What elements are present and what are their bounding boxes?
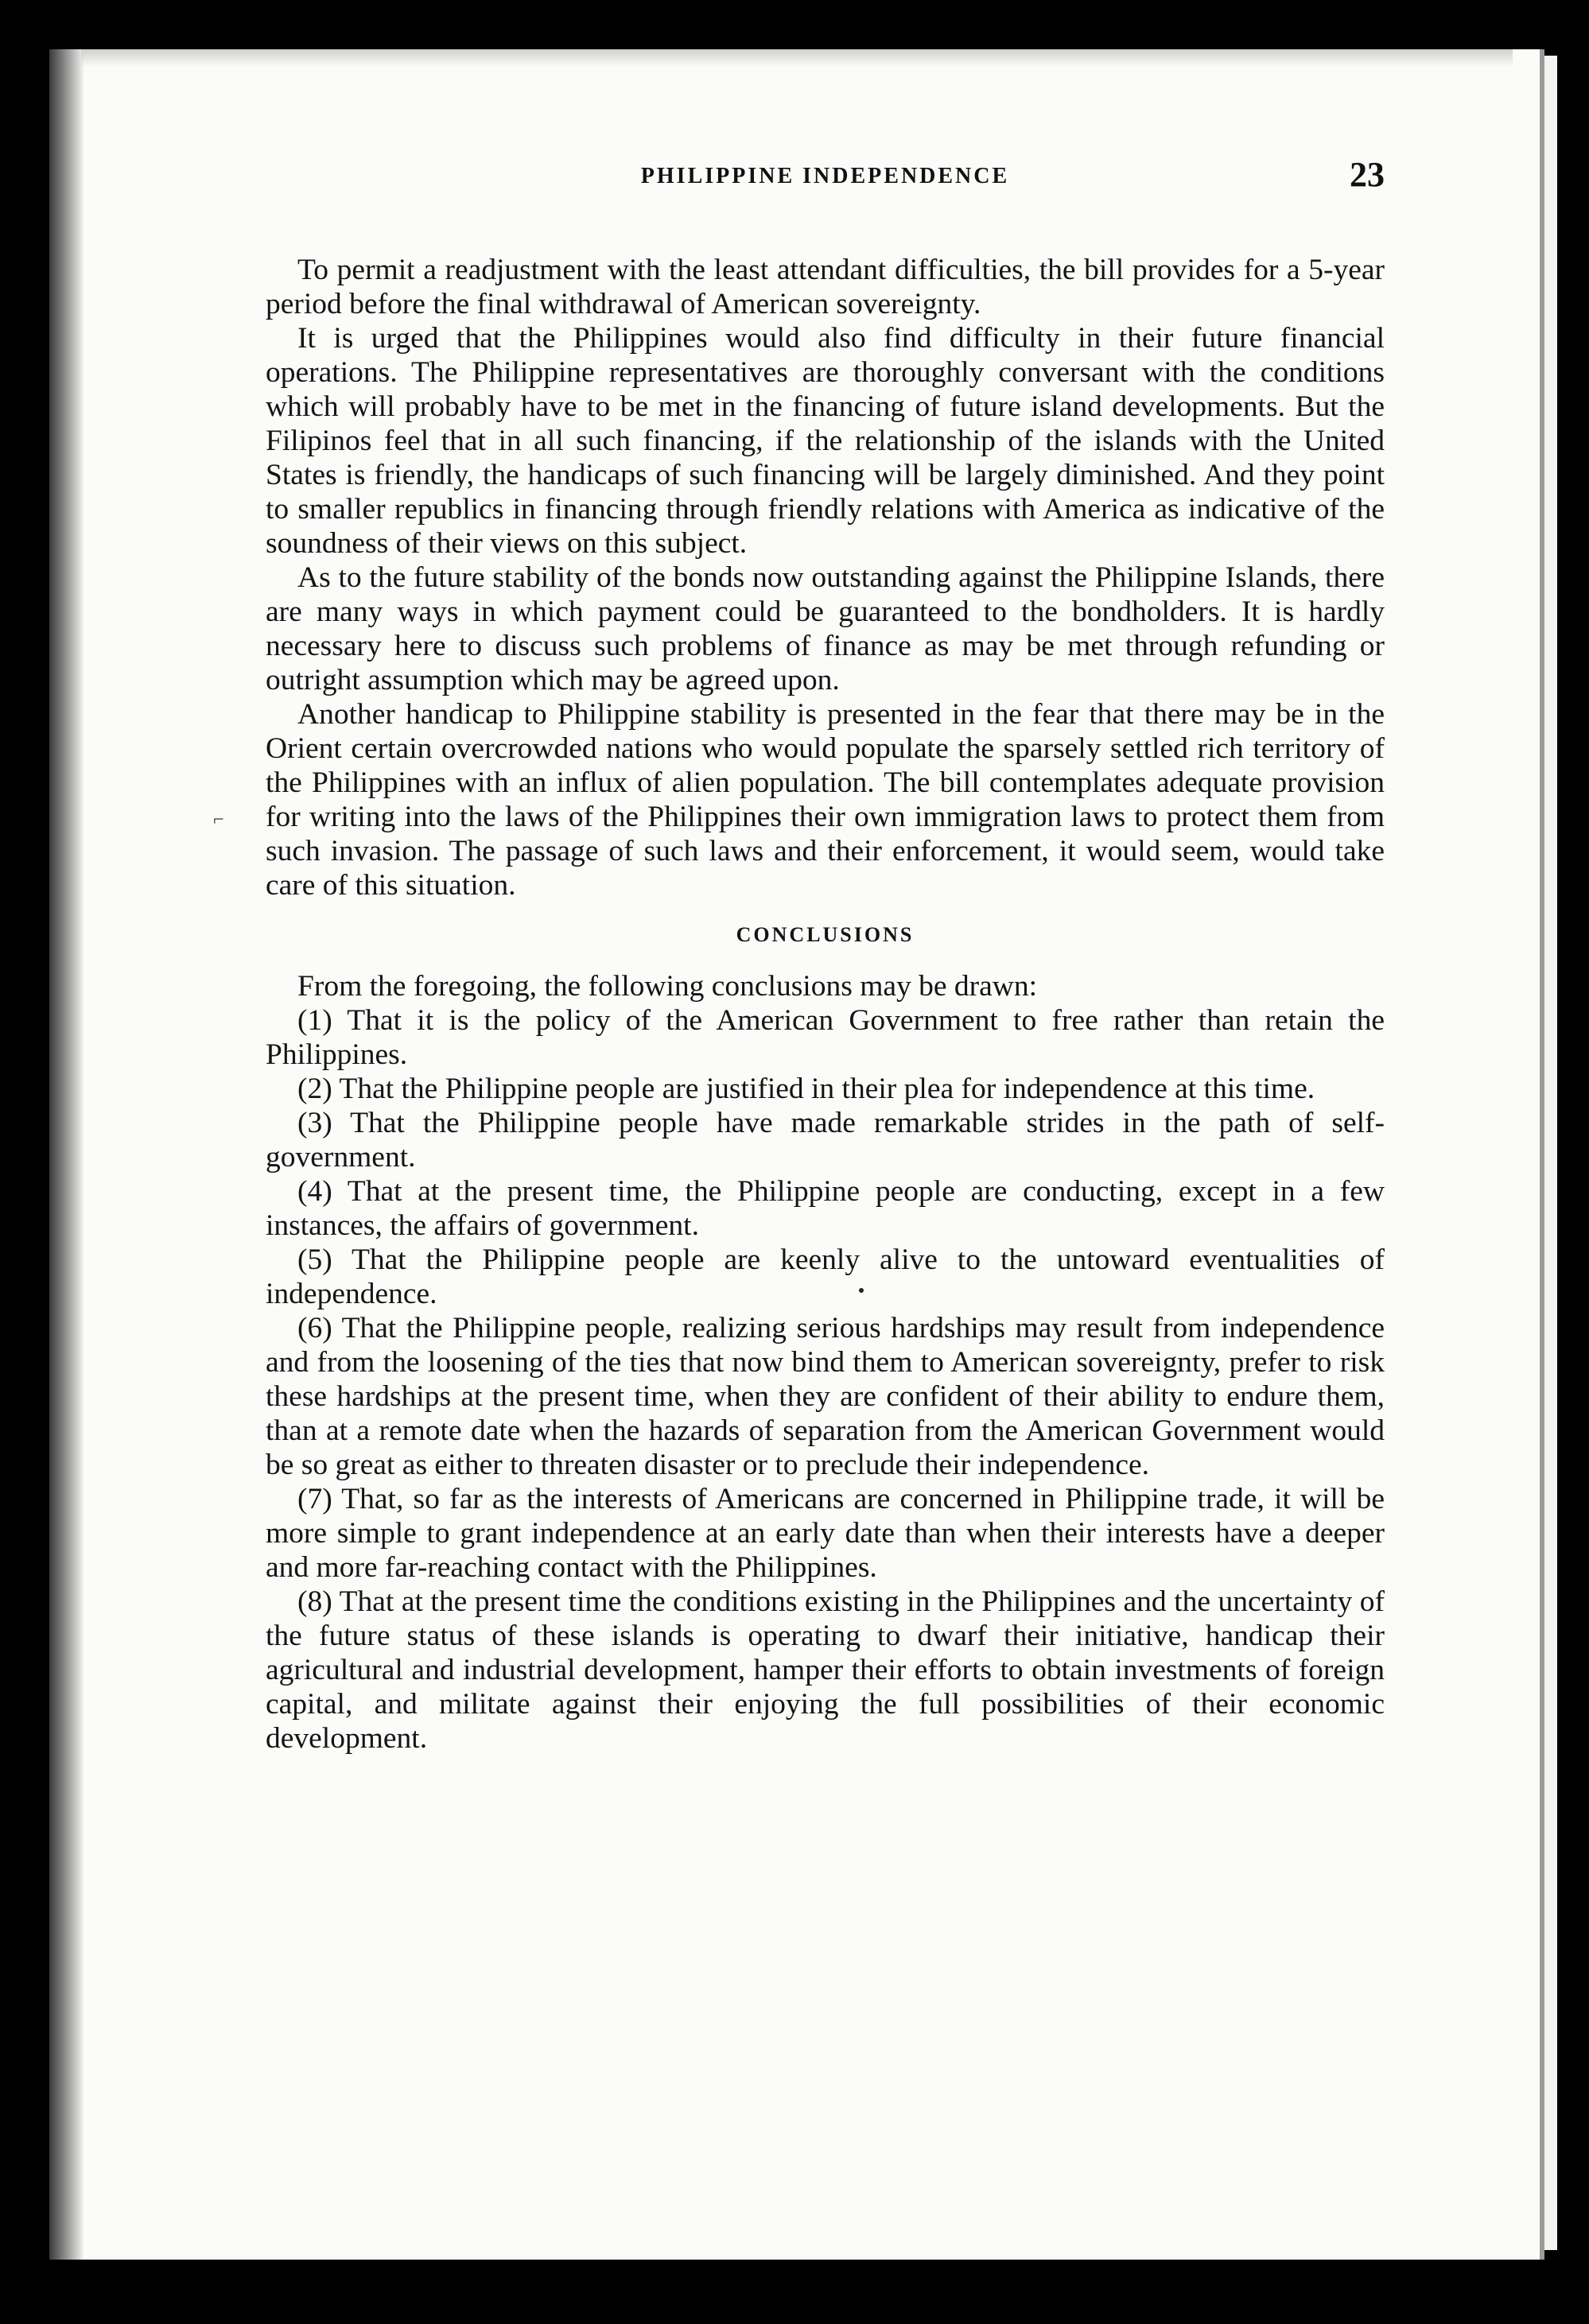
conclusion-item: (7) That, so far as the interests of Americans are concerned in Philippine trade, it will be more simple to grant independence at an early date than when their interests have a deeper and more far-reaching contact with the Philippines.	[266, 1483, 1385, 1584]
running-head	[266, 149, 1385, 205]
paragraph: It is urged that the Philippines would also find difficulty in their future financial operations. The Philippine representatives are thoroughly conversant with the conditions which will probably have to be met in the financing of future island developments. But the Filipinos feel that in all such financing, if the relationship of the islands with the United States is friendly, the handicaps of such financing will be largely diminished. And they point to smaller republics in financing through friendly relations with America as indicative of the soundness of their views on this subject.	[266, 322, 1385, 560]
page-edge	[1540, 49, 1544, 2260]
paragraph: To permit a readjustment with the least attendant difficulties, the bill provides for a 5-year period before the final withdrawal of American sovereignty.	[266, 254, 1385, 320]
paragraph: Another handicap to Philippine stability is presented in the fear that there may be in the Orient certain overcrowded nations who would populate the sparsely settled rich territory of the Philippines with an influx of alien population. The bill contemplates adequate provision for writing into the laws of the Philippines their own immigration laws to protect them from such invasion. The passage of such laws and their enforcement, it would seem, would take care of this situation.	[266, 698, 1385, 902]
paragraph: From the foregoing, the following conclusions may be drawn:	[297, 970, 1038, 1003]
margin-mark: ⌐	[213, 809, 224, 830]
running-head-title: PHILIPPINE INDEPENDENCE	[640, 164, 1010, 188]
conclusion-item: (5) That the Philippine people are keenly alive to the untoward eventualities of independence.	[266, 1243, 1385, 1310]
conclusion-item: (4) That at the present time, the Philippine people are conducting, except in a few instances, the affairs of government.	[266, 1175, 1385, 1242]
gutter-shadow	[49, 49, 84, 2260]
paragraph: As to the future stability of the bonds now outstanding against the Philippine Islands, there are many ways in which payment could be guaranteed to the bondholders. It is hardly necessary here to discuss such problems of finance as may be met through refunding or outright assumption which may be agreed upon.	[266, 561, 1385, 696]
conclusion-item: (8) That at the present time the conditions existing in the Philippines and the uncertainty of the future status of these islands is operating to dwarf their initiative, handicap their agricultural and industrial development, hamper their efforts to obtain investments of foreign capital, and militate against their enjoying the full possibilities of their economic development.	[266, 1585, 1385, 1755]
body-text	[266, 253, 1385, 1756]
page-number: 23	[1350, 155, 1385, 194]
conclusion-item: (6) That the Philippine people, realizing serious hardships may result from independence and from the loosening of the ties that now bind them to American sovereignty, prefer to risk these hardships at the present time, when they are confident of their ability to endure them, than at a remote date when the hazards of separation from the American Government would be so great as either to threaten disaster or to preclude their independence.	[266, 1312, 1385, 1481]
top-shadow	[81, 49, 1513, 67]
conclusion-item: (2) That the Philippine people are justified in their plea for independence at this time.	[297, 1073, 1315, 1105]
conclusion-item: (3) That the Philippine people have made remarkable strides in the path of self-government.	[266, 1107, 1385, 1174]
section-heading: CONCLUSIONS	[736, 923, 915, 946]
conclusion-item: (1) That it is the policy of the American Government to free rather than retain the Philippines.	[266, 1004, 1385, 1071]
print-speck	[859, 1288, 864, 1293]
